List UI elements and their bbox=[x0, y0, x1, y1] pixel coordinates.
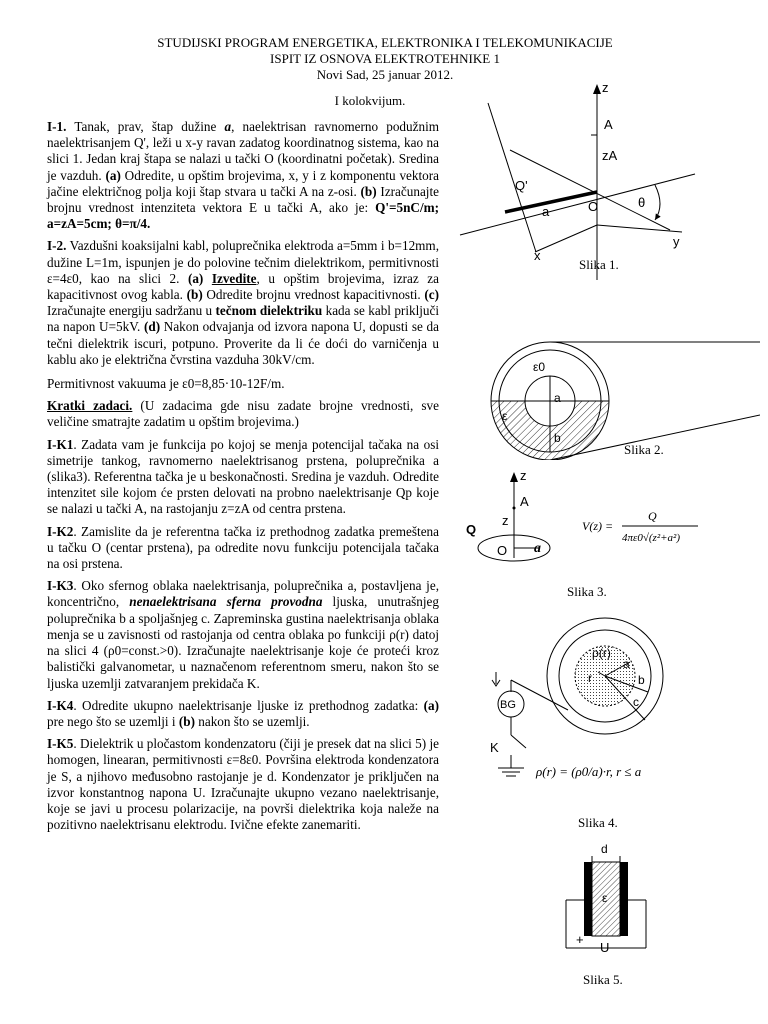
label-O: O bbox=[497, 543, 508, 558]
problem-k4 bbox=[47, 698, 439, 730]
problem-label: I-2. bbox=[47, 238, 67, 254]
header-line-4: I kolokvijum. bbox=[334, 93, 406, 108]
label-Q: Q' bbox=[515, 178, 528, 193]
permittivity-note: Permitivnost vakuuma je ε0=8,85·10-12F/m. bbox=[47, 376, 285, 392]
problem-text: , naelektrisan ravnomerno podužnim naelektrisanjem Q', leži u x-y ravan zadatog koordinatnog sistema, kao na slici 1. Jedan kraj štapa se nalazi u tački O (koordinatni početak). Sredina je vazduh. bbox=[47, 119, 439, 183]
label-eps: ε bbox=[502, 409, 508, 423]
label-r: r bbox=[588, 671, 592, 685]
label-z: z bbox=[602, 80, 609, 95]
label-K: K bbox=[490, 740, 499, 755]
problem-label: I-K5 bbox=[47, 736, 74, 752]
part-label: (b) bbox=[360, 183, 377, 199]
header-line-3: Novi Sad, 25 januar 2012. bbox=[316, 67, 454, 82]
current-arrow bbox=[492, 672, 500, 686]
part-label: (a) bbox=[187, 270, 204, 286]
y-axis bbox=[597, 225, 682, 232]
figure-2 bbox=[480, 340, 760, 460]
label-Q: Q bbox=[466, 522, 477, 537]
part-label: (b) bbox=[186, 287, 203, 303]
bold-term: nenaelektrisana sferna provodna bbox=[129, 594, 323, 610]
header-line-2: ISPIT IZ OSNOVA ELEKTROTEHNIKE 1 bbox=[270, 51, 500, 66]
label-rho: ρ(r) bbox=[592, 646, 611, 660]
problem-text: nakon što se uzemlji. bbox=[194, 713, 310, 729]
izvedite-term: Izvedite bbox=[211, 270, 257, 286]
label-a: a bbox=[534, 541, 541, 556]
problem-i1 bbox=[47, 119, 439, 232]
point-A bbox=[513, 507, 516, 510]
figure-3-caption: Slika 3. bbox=[567, 584, 607, 599]
label-a: a bbox=[623, 657, 630, 671]
figure-3 bbox=[462, 468, 722, 568]
problem-label: I-1. bbox=[47, 119, 67, 134]
problem-label: I-K2 bbox=[47, 523, 74, 539]
label-BG: BG bbox=[500, 699, 516, 711]
figure-2-caption: Slika 2. bbox=[624, 442, 664, 457]
label-eps0: ε0 bbox=[533, 360, 546, 374]
problem-text: Tanak, prav, štap dužine bbox=[66, 119, 225, 134]
x-axis-long bbox=[535, 225, 597, 252]
problem-text: Izračunajte energiju sadržanu u bbox=[47, 303, 216, 319]
figure-5-caption: Slika 5. bbox=[583, 972, 623, 987]
electrode-left bbox=[584, 862, 592, 936]
problem-text: Vazdušni koaksijalni kabl, poluprečnika elektroda a=5mm i b=12mm, dužine L=1m, ispunjen je do polovine tečnim dielektrikom, permitivnosti ε=4ε0, kao na slici 2. bbox=[47, 238, 439, 286]
theta-arc bbox=[655, 185, 660, 220]
short-problems-note: (U zadacima gde nisu zadate brojne vrednosti, sve veličine smatrajte zadatim u opštim brojevima.) bbox=[47, 398, 439, 430]
part-label: (a) bbox=[423, 697, 439, 713]
short-problems-title: Kratki zadaci. bbox=[47, 398, 133, 414]
label-plus: + bbox=[576, 932, 584, 947]
figure-5 bbox=[560, 840, 680, 960]
label-zA: zA bbox=[602, 148, 618, 163]
electrode-right bbox=[620, 862, 628, 936]
problem-label: I-K3 bbox=[47, 578, 74, 594]
label-eps: ε bbox=[602, 891, 608, 905]
problem-text: Izračunajte brojnu vrednost intenziteta vektora E u tački A, ako je: bbox=[47, 183, 439, 216]
part-label: (d) bbox=[144, 319, 161, 335]
problem-label: I-K4 bbox=[47, 697, 74, 713]
problem-text: . Zamislite da je referentna tačka iz prethodnog zadatka premeštena u tačku O (centar prstena), pa odredite novu funkciju potencijala tačaka na osi prstena. bbox=[47, 523, 439, 572]
formula-denominator: 4πε0√(z²+a²) bbox=[622, 532, 681, 544]
problem-text: ljuska, unutrašnjeg poluprečnika b a spoljašnjeg c. Zapreminska gustina naelektrisanja oblaka menja se u zavisnosti od rastojanja od centra oblaka po funkciji ρ(r) datoj na slici 4 (ρ0=const.>0). Izračunajte naelektrisanje koje će proteći kroz balistički galvanometar, u naznačenom referentnom smeru, nakon što se ljuska uzemlji zatvaranjem prekidača K. bbox=[47, 594, 440, 691]
label-theta: θ bbox=[638, 195, 646, 210]
label-c: c bbox=[633, 695, 639, 709]
part-label: (b) bbox=[178, 713, 195, 729]
figure-4-caption: Slika 4. bbox=[578, 815, 618, 830]
problem-k1 bbox=[47, 437, 439, 518]
label-A: A bbox=[520, 494, 529, 509]
problem-text: pre nego što se uzemlji i bbox=[47, 713, 179, 729]
figure-4 bbox=[478, 610, 728, 810]
y-axis-long bbox=[510, 150, 670, 230]
rod bbox=[505, 192, 597, 212]
label-a: a bbox=[542, 204, 550, 219]
problem-text: . Oko sfernog oblaka naelektrisanja, poluprečnika a, postavljena je, koncentrično, bbox=[47, 578, 439, 610]
short-problems-intro bbox=[47, 398, 439, 430]
figure-1-caption: Slika 1. bbox=[579, 257, 619, 272]
part-label: (c) bbox=[424, 287, 440, 303]
problem-text: Odredite brojnu vrednost kapacitivnosti. bbox=[202, 287, 425, 303]
label-a: a bbox=[554, 391, 561, 405]
label-y: y bbox=[673, 234, 680, 249]
problem-text: . Dielektrik u pločastom kondenzatoru (čiji je presek dat na slici 5) je homogen, linearan, permitivnosti ε=8ε0. Površina elektroda kondenzatora je S, a njihovo međusobno rastojanje je d. Kondenzator je priključen na izvor konstantnog napona U. Izračunajte ukupno vezano naelektrisanje, koje se javi u procesu polarizacije, na površi dielektrika koja naleže na pozitivno naelektrisanu elektrodu. Ivične efekte zanemariti. bbox=[47, 736, 439, 833]
label-b: b bbox=[638, 673, 645, 687]
problem-text: Nakon odvajanja od izvora napona U, dopusti se da tečni dielektrik iscuri, potpuno. Proverite da li će doći do varničenja u kablu ako je električna čvrstina vazduha 30kV/cm. bbox=[47, 319, 439, 367]
problem-text: , u opštim brojevima, izraz za kapacitivnost ovog kabla. bbox=[47, 270, 439, 303]
problem-text: Odredite, u opštim brojevima, x, y i z komponentu vektora jačine električnog polja koji štap stvara u tački A na z-osi. bbox=[47, 167, 439, 199]
figure-1 bbox=[450, 80, 710, 280]
problem-label: I-K1 bbox=[47, 436, 74, 452]
problem-i2 bbox=[47, 238, 439, 368]
problem-k5 bbox=[47, 736, 439, 833]
x-axis bbox=[488, 103, 536, 252]
label-b: b bbox=[554, 431, 561, 445]
label-z: z bbox=[520, 468, 527, 483]
label-U: U bbox=[600, 940, 610, 955]
part-label: (a) bbox=[105, 167, 121, 183]
problem-text: . Zadata vam je funkcija po kojoj se menja potencijal tačaka na osi simetrije tankog, ravnomerno naelektrisanog prstena, poluprečnika a (slika3). Referentna tačka je u beskonačnosti. Sredina je vazduh. Odredite intenzitet sile kojom će prsten delovati na probno naelektrisanje Qp koje se nalazi u tački A, na rastojanju z=zA od centra prstena. bbox=[47, 436, 439, 517]
z-axis-arrow bbox=[510, 472, 518, 482]
problem-text-column bbox=[47, 119, 439, 839]
problem-text: . Odredite ukupno naelektrisanje ljuske iz prethodnog zadatka: bbox=[73, 697, 424, 713]
formula-lhs: V(z) = bbox=[582, 519, 614, 533]
label-d: d bbox=[601, 842, 608, 856]
z-axis-arrow bbox=[593, 84, 601, 94]
label-A: A bbox=[604, 117, 613, 132]
formula-rho: ρ(r) = (ρ0/a)·r, r ≤ a bbox=[536, 764, 642, 779]
problem-k3 bbox=[47, 578, 439, 691]
label-O: O bbox=[588, 199, 599, 214]
header-line-1: STUDIJSKI PROGRAM ENERGETIKA, ELEKTRONIKA I TELEKOMUNIKACIJE bbox=[157, 35, 613, 50]
bold-term: tečnom dielektriku bbox=[215, 303, 323, 319]
label-x: x bbox=[534, 248, 541, 263]
switch-K bbox=[511, 735, 526, 748]
variable-a: a bbox=[224, 119, 232, 134]
formula-numerator: Q bbox=[648, 509, 657, 523]
problem-text: kada se kabl priključi na napon U=5kV. bbox=[47, 303, 440, 335]
given-values: Q'=5nC/m; a=zA=5cm; θ=π/4. bbox=[47, 200, 439, 232]
problem-k2 bbox=[47, 524, 439, 573]
label-z2: z bbox=[502, 513, 509, 528]
